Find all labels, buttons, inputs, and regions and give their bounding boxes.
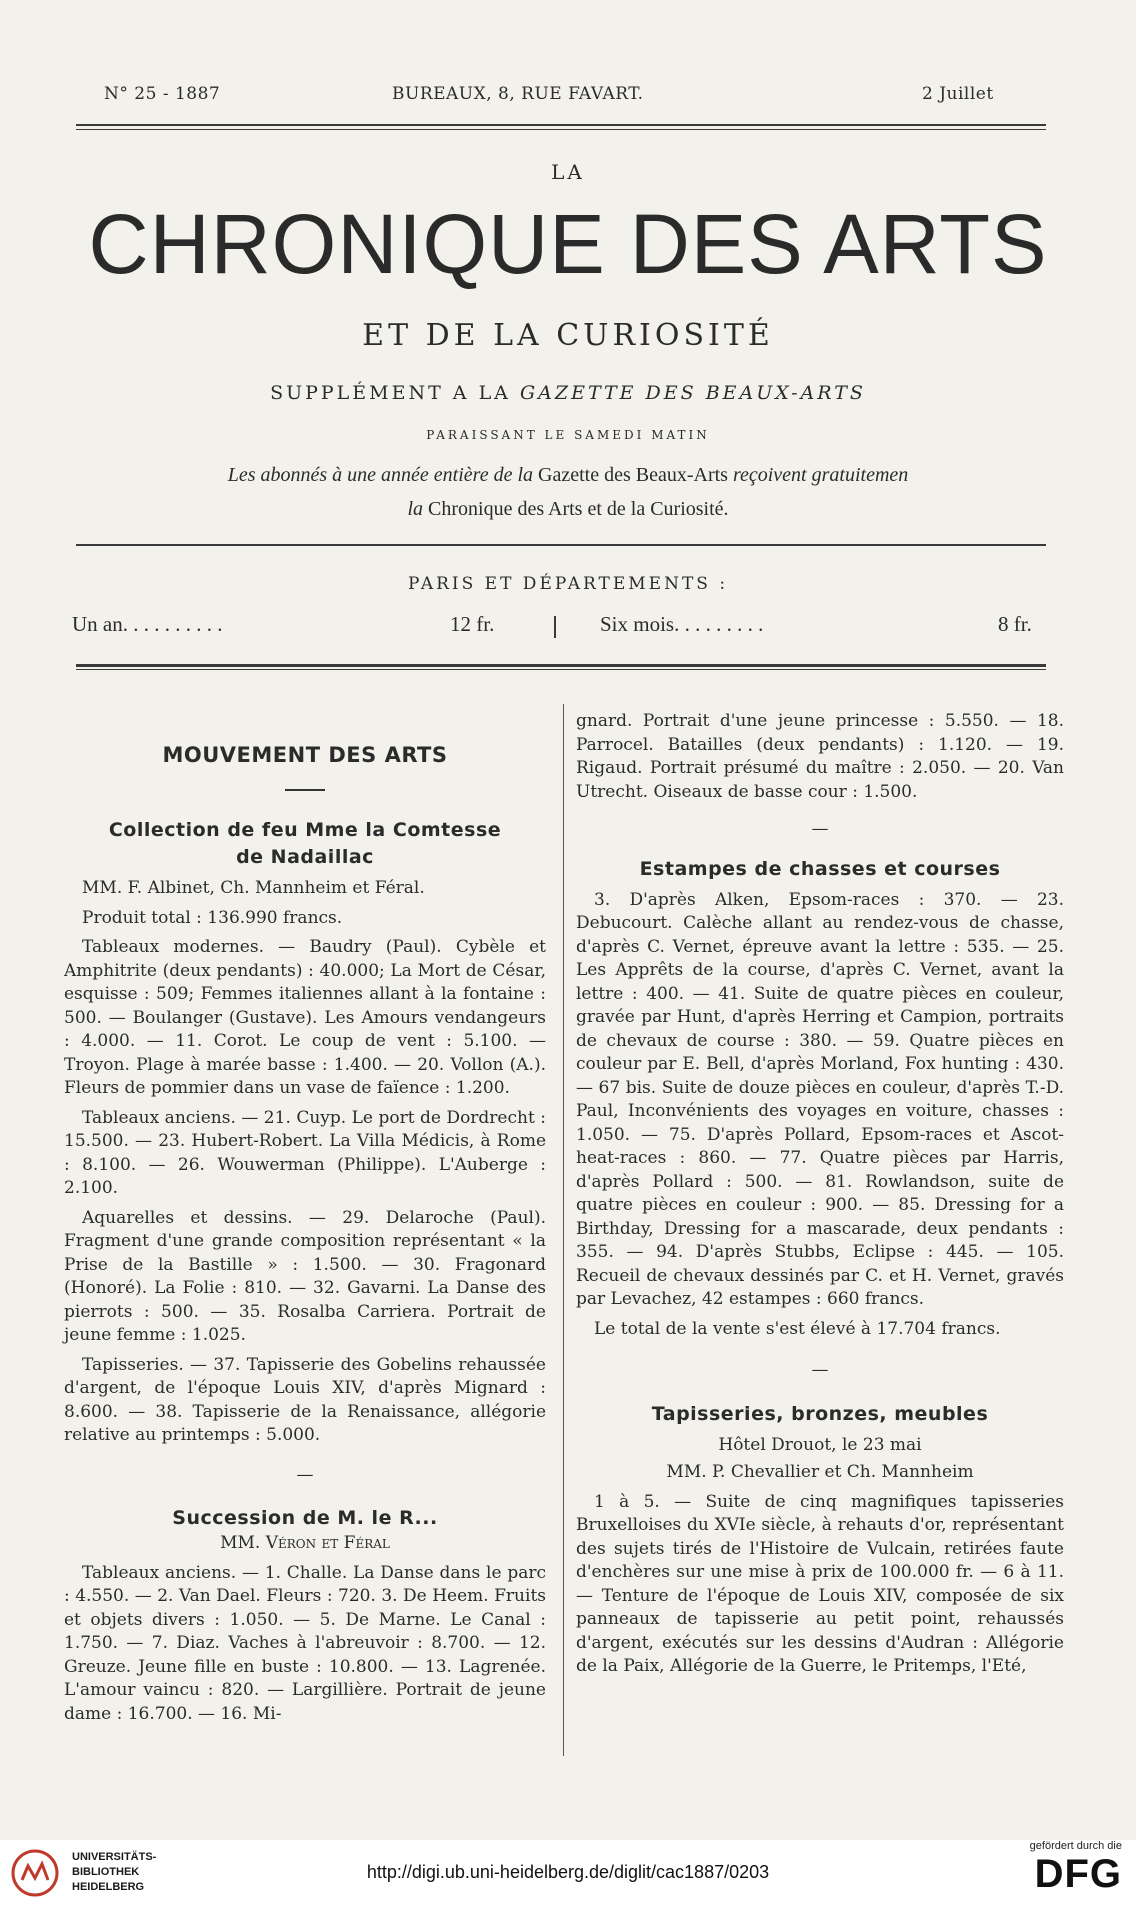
masthead-subtitle: ET DE LA CURIOSITÉ xyxy=(362,318,774,353)
section-title: MOUVEMENT DES ARTS xyxy=(162,743,448,767)
tapisseries-title: Tapisseries, bronzes, meubles xyxy=(651,1402,989,1425)
funded-by: gefördert durch die xyxy=(1029,1840,1122,1852)
footer-bar xyxy=(0,1840,1136,1908)
subscription-heading: PARIS ET DÉPARTEMENTS : xyxy=(407,574,729,594)
para-tableaux-anciens: Tableaux anciens. — 21. Cuyp. Le port de Dordrecht : 15.500. — 23. Hubert-Robert. La Villa Médicis, à Rome : 8.100. — 26. Wouwerman (Philippe). L'Auberge : 2.100. xyxy=(64,1107,546,1198)
library-line1: UNIVERSITÄTS- xyxy=(72,1851,157,1863)
price-divider xyxy=(554,616,556,638)
para-tableaux-modernes: Tableaux modernes. — Baudry (Paul). Cybèle et Amphitrite (deux pendants) : 40.000; La Mort de César, esquisse : 509; Femmes italiennes allant à la fontaine : 500. — Boulanger (Gustave). Les Amours vendangeurs : 4.000. — 11. Corot. Le coup de vent : 5.100. — Troyon. Plage à marée basse : 1.400. — 20. Vollon (A.). Fleurs de pommier dans un vase de faïence : 1.200. xyxy=(64,937,546,1098)
masthead-title: CHRONIQUE DES ARTS xyxy=(88,197,1048,291)
column-divider xyxy=(563,704,564,1756)
para-tapisseries-sale: 1 à 5. — Suite de cinq magnifiques tapisseries Bruxelloises du XVIe siècle, à rehauts d'or, représentant des sujets tirés de l'Histoire de Vulcain, retirées faute d'enchères sur une mise à prix de 100.000 fr. — 6 à 11. — Tenture de l'époque de Louis XIV, composée de six panneaux de tapisserie au petit point, rehaussés d'argent, exécutés sur les dessins d'Audran : Allégorie de la Paix, Allégorie de la Guerre, le Pritemps, l'Eté, xyxy=(576,1491,1064,1676)
source-url[interactable]: http://digi.ub.uni-heidelberg.de/diglit/cac1887/0203 xyxy=(366,1862,770,1882)
para-succession: Tableaux anciens. — 1. Challe. La Danse dans le parc : 4.550. — 2. Van Dael. Fleurs : 720. 3. De Heem. Fruits et objets divers : 1.050. — 5. De Marne. Le Canal : 1.750. — 7. Diaz. Vaches à l'abreuvoir : 8.700. — 12. Greuze. Jeune fille en buste : 10.800. — 13. Lagrenée. L'amour vaincu : 820. — Largillière. Portrait de jeune dame : 16.700. — 16. Mi- xyxy=(64,1562,546,1724)
estampes-title: Estampes de chasses et courses xyxy=(639,857,1001,880)
office-address: BUREAUX, 8, RUE FAVART. xyxy=(392,84,644,104)
collection-experts: MM. F. Albinet, Ch. Mannheim et Féral. xyxy=(82,878,425,898)
para-continuation: gnard. Portrait d'une jeune princesse : 5.550. — 18. Parrocel. Batailles (deux pendants) : 1.120. — 19. Rigaud. Portrait présumé du maître : 2.050. — 20. Van Utrecht. Oiseaux de basse cour : 1.500. xyxy=(576,711,1064,802)
dfg-wordmark: DFG xyxy=(1034,1852,1122,1896)
para-total: Le total de la vente s'est élevé à 17.704 francs. xyxy=(594,1318,1001,1339)
year-label: Un an. . . . . . . . . . xyxy=(72,612,223,636)
sale-venue: Hôtel Drouot, le 23 mai xyxy=(718,1434,922,1455)
notice-part-d: la xyxy=(407,498,424,520)
subscriber-notice xyxy=(0,458,1136,526)
half-label: Six mois. . . . . . . . . xyxy=(600,612,764,636)
left-column xyxy=(64,742,546,1726)
separator-dash: — xyxy=(296,1464,314,1485)
section-underline xyxy=(285,789,325,791)
collection-title-line2: de Nadaillac xyxy=(236,846,374,868)
library-line3: HEIDELBERG xyxy=(72,1881,145,1893)
supplement-journal: GAZETTE DES BEAUX-ARTS xyxy=(519,382,866,404)
header-rule xyxy=(76,124,1046,126)
notice-part-e: Chronique des Arts et de la Curiosité. xyxy=(428,498,729,520)
succession-experts: MM. Véron et Féral xyxy=(220,1533,390,1553)
header-rule-thin xyxy=(76,129,1046,130)
collection-title xyxy=(64,817,546,871)
schedule-line: PARAISSANT LE SAMEDI MATIN xyxy=(426,428,710,442)
separator-dash-1: — xyxy=(811,819,829,839)
library-line2: BIBLIOTHEK xyxy=(72,1866,140,1878)
collection-total: Produit total : 136.990 francs. xyxy=(82,907,343,928)
collection-title-line1: Collection de feu Mme la Comtesse xyxy=(108,819,502,841)
issue-number: N° 25 - 1887 xyxy=(104,84,221,104)
price-rule-thin xyxy=(76,669,1046,670)
separator-dash-2: — xyxy=(811,1360,829,1380)
notice-part-b: Gazette des Beaux-Arts xyxy=(538,464,728,486)
supplement-prefix: SUPPLÉMENT A LA xyxy=(270,382,511,404)
price-rule xyxy=(76,664,1046,667)
para-aquarelles: Aquarelles et dessins. — 29. Delaroche (Paul). Fragment d'une grande composition représentant « la Prise de la Bastille » : 1.500. — 30. Fragonard (Honoré). La Folie : 810. — 32. Gavarni. La Danse des pierrots : 500. — 35. Rosalba Carriera. Portrait de jeune femme : 1.025. xyxy=(64,1207,546,1345)
para-estampes: 3. D'après Alken, Epsom-races : 370. — 23. Debucourt. Calèche allant au rendez-vous de chasse, d'après C. Vernet, épreuve avant la lettre : 535. — 25. Les Apprêts de la course, d'après C. Vernet, avant la lettre : 400. — 41. Suite de quatre pièces en couleur, gravée par Hunt, d'après Herring et Campion, portraits de chevaux de course : 380. — 59. Quatre pièces en couleur par E. Bell, d'après Morland, Fox hunting : 430. — 67 bis. Suite de douze pièces en couleur, d'après T.-D. Paul, Inconvénients des voyages en voiture, chasses : 1.050. — 75. D'après Pollard, Epsom-races et Ascot-heat-races : 860. — 77. Quatre pièces par Harris, d'après Pollard : 500. — 81. Rowlandson, suite de quatre pièces en couleur : 900. — 85. Dressing for a Birthday, Dressing for a mascarade, deux pendants : 355. — 94. D'après Stubbs, Eclipse : 445. — 105. Recueil de chevaux dessinés par C. et H. Vernet, gravés par Levachez, 42 estampes : 660 francs. xyxy=(576,889,1064,1309)
dfg-logo xyxy=(992,1840,1122,1906)
para-tapisseries: Tapisseries. — 37. Tapisserie des Gobelins rehaussée d'argent, de l'époque Louis XIV, d'après Mignard : 8.600. — 38. Tapisserie de la Renaissance, allégorie relative au printemps : 5.000. xyxy=(64,1354,546,1445)
half-price: 8 fr. xyxy=(998,612,1032,636)
sale-experts: MM. P. Chevallier et Ch. Mannheim xyxy=(666,1462,974,1482)
masthead-rule xyxy=(76,544,1046,546)
right-column xyxy=(576,710,1064,1679)
year-price: 12 fr. xyxy=(450,612,495,636)
masthead-la: LA xyxy=(551,160,585,184)
notice-part-c: reçoivent gratuitemen xyxy=(732,464,909,486)
supplement-line xyxy=(0,382,1136,404)
notice-part-a: Les abonnés à une année entière de la xyxy=(227,464,534,486)
issue-date: 2 Juillet xyxy=(922,84,994,104)
succession-title: Succession de M. le R... xyxy=(172,1507,438,1529)
